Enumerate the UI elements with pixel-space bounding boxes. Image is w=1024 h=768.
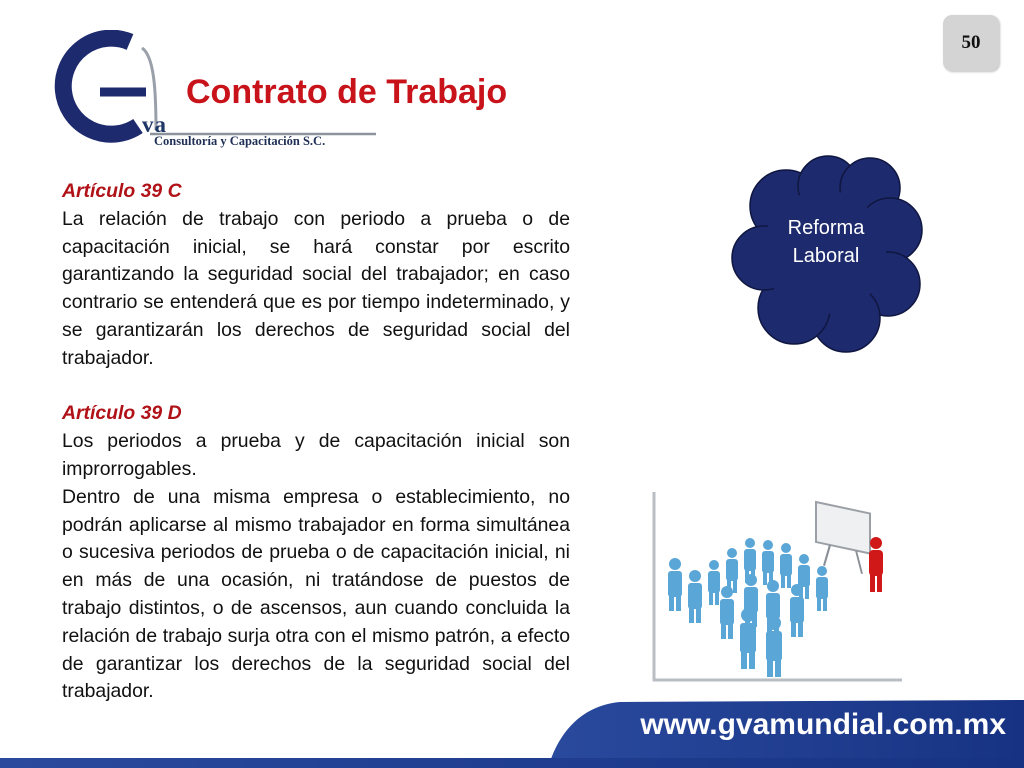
article-39c-text: La relación de trabajo con periodo a prueba o de capacitación inicial, se hará constar por escrito garantizando la seguridad social del trabajador; en caso contrario se entenderá que es por tiempo indeterminado, y se garantizarán los derechos de seguridad social del trabajador. [62,207,570,369]
people-presentation-image [648,488,906,684]
article-39c-heading: Artículo 39 C [62,180,182,202]
logo-va-text: va [142,112,167,137]
slide-title: Contrato de Trabajo [186,73,508,111]
red-leader-figure [869,537,883,592]
article-39d-heading: Artículo 39 D [62,402,182,425]
page-number-badge: 50 [943,15,999,71]
paragraph-spacer [62,373,570,401]
cloud-line-1: Reforma [787,217,865,239]
cloud-line-2: Laboral [792,245,860,267]
logo-subtitle: Consultoría y Capacitación S.C. [154,134,326,148]
article-39d-text-1: Los periodos a prueba y de capacitación inicial son improrrogables. [62,430,570,480]
website-url: www.gvamundial.com.mx [640,708,1006,741]
people-illustration [648,488,906,684]
article-content [62,178,570,706]
whiteboard [816,502,870,575]
article-39d-text-2: Dentro de una misma empresa o establecimiento, no podrán aplicarse al mismo trabajador en forma simultánea o sucesiva periodos de prueba o de capacitación inicial, ni en más de una ocasión, ni tratándose de puestos de trabajo distintos, o de ascensos, aun cuando concluida la relación de trabajo surja otra con el mismo patrón, a efecto de garantizar los derechos de la seguridad social del trabajador. [62,485,570,703]
reforma-laboral-cloud [728,148,924,358]
